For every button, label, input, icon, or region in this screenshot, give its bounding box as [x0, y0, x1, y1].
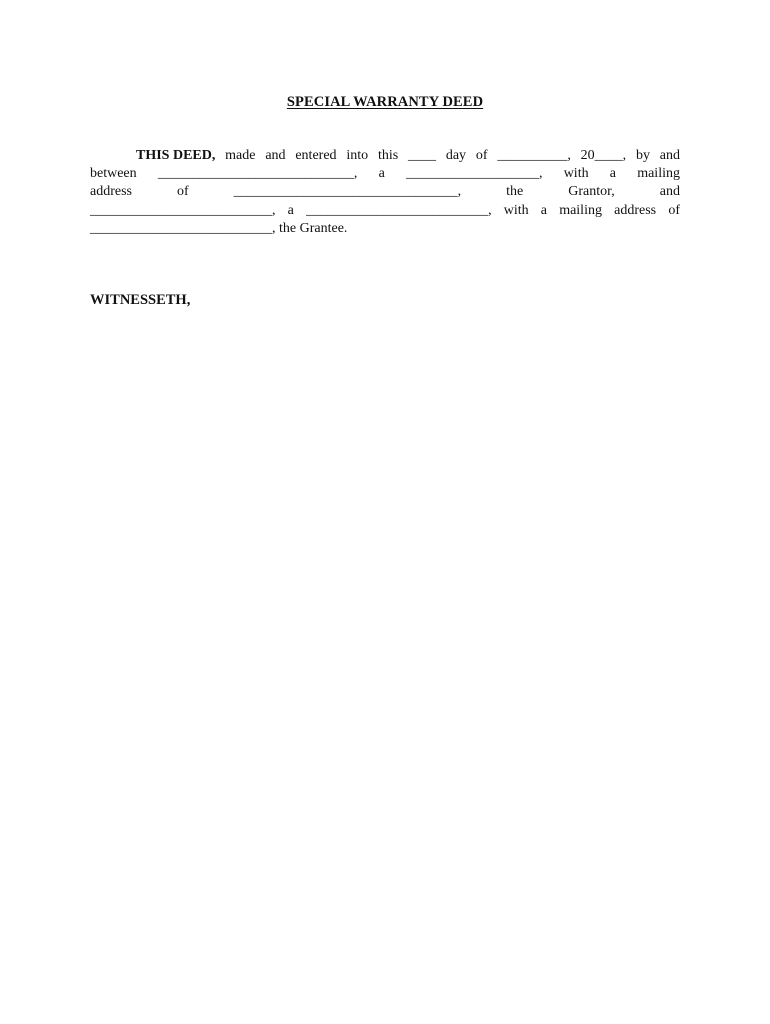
word: by	[635, 148, 650, 163]
word: a	[609, 166, 616, 182]
this-deed-lead: THIS DEED,	[136, 148, 216, 163]
word: of	[475, 148, 488, 163]
word: entered	[295, 148, 337, 163]
grantor-address-blank: ________________________________,	[233, 184, 462, 200]
word: address	[90, 184, 132, 200]
word: made	[225, 148, 256, 163]
word: mailing	[559, 202, 602, 218]
paragraph-line-4	[90, 202, 680, 220]
word: address	[614, 202, 657, 218]
word: and	[659, 148, 680, 163]
day-blank: ____	[408, 148, 436, 163]
word: Grantor,	[568, 184, 615, 200]
paragraph-line-1	[90, 147, 680, 165]
word: a	[287, 202, 294, 218]
document-title: SPECIAL WARRANTY DEED	[286, 94, 484, 110]
word: with	[503, 202, 529, 218]
deed-opening-paragraph	[90, 147, 680, 238]
grantee-entity-blank: __________________________,	[306, 202, 492, 218]
word: into	[346, 148, 369, 163]
grantee-address-line: __________________________, the Grantee.	[90, 220, 348, 236]
grantor-entity-blank: ___________________,	[405, 166, 543, 182]
word: and	[659, 184, 680, 200]
month-blank: __________,	[497, 148, 571, 163]
grantor-name-blank: ____________________________,	[157, 166, 358, 182]
grantee-name-blank: __________________________,	[90, 202, 276, 218]
word: of	[177, 184, 189, 200]
paragraph-line-3	[90, 183, 680, 201]
paragraph-line-5	[90, 220, 680, 238]
word: day	[445, 148, 467, 163]
year-blank: 20____,	[580, 148, 627, 163]
word: a	[540, 202, 548, 218]
word: a	[378, 166, 385, 182]
word: this	[377, 148, 399, 163]
word: the	[506, 184, 524, 200]
word: and	[265, 148, 286, 163]
word: mailing	[637, 166, 680, 182]
witnesseth-heading: WITNESSETH,	[90, 292, 191, 308]
paragraph-line-2	[90, 165, 680, 183]
word: of	[668, 202, 680, 218]
word: with	[563, 166, 589, 182]
word: between	[90, 166, 137, 182]
